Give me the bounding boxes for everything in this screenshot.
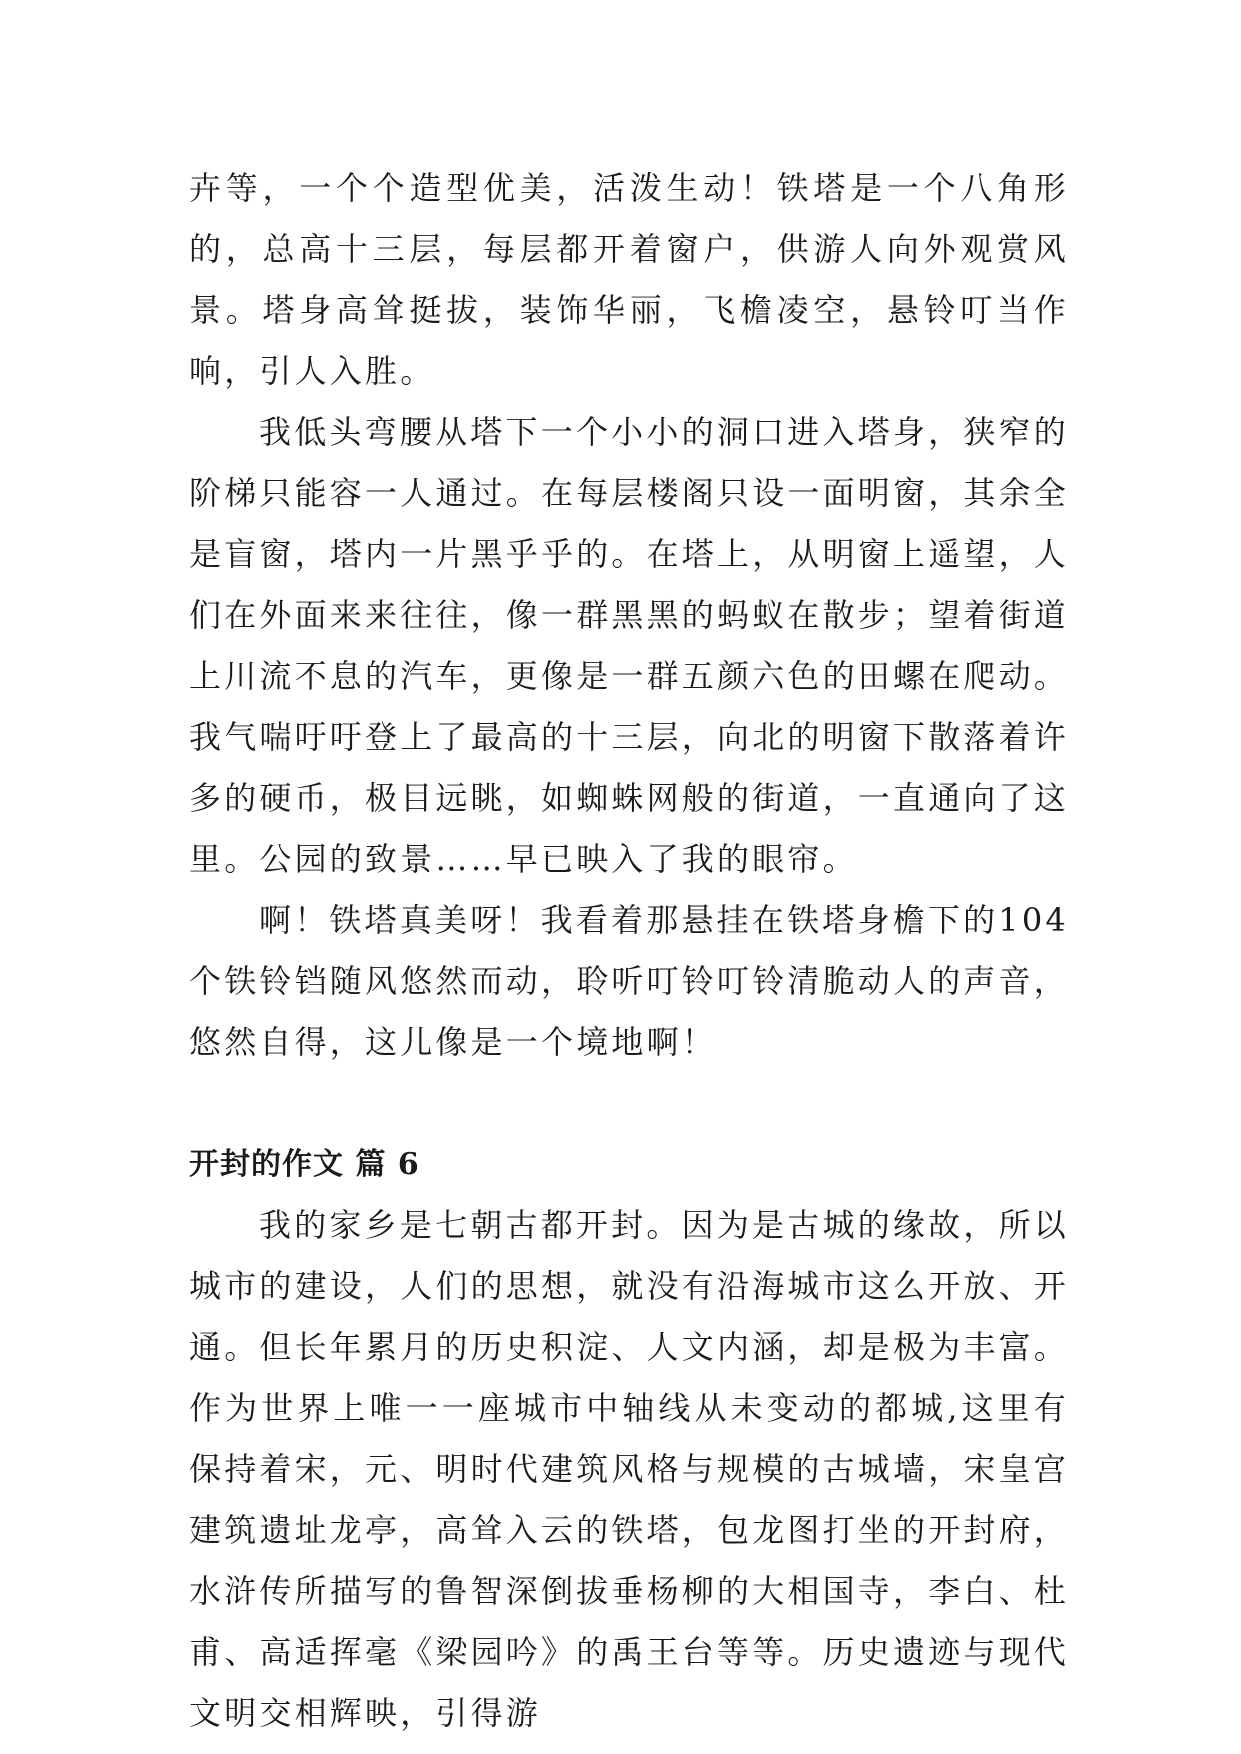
paragraph-tower-bells: 啊！铁塔真美呀！我看着那悬挂在铁塔身檐下的104个铁铃铛随风悠然而动，聆听叮铃叮铃清脆动人的声音，悠然自得，这儿像是一个境地啊！	[189, 901, 1070, 1061]
document-page	[189, 158, 1069, 1744]
paragraph-tower-climb: 我低头弯腰从塔下一个小小的洞口进入塔身，狭窄的阶梯只能容一人通过。在每层楼阁只设一面明窗，其余全是盲窗，塔内一片黑乎乎的。在塔上，从明窗上遥望，人们在外面来来往往，像一群黑黑的蚂蚁在散步；望着街道上川流不息的汽车，更像是一群五颜六色的田螺在爬动。我气喘吁吁登上了最高的十三层，向北的明窗下散落着许多的硬币，极目远眺，如蜘蛛网般的街道，一直通向了这里。公园的致景……早已映入了我的眼帘。	[189, 413, 1070, 878]
paragraph-hometown: 我的家乡是七朝古都开封。因为是古城的缘故，所以城市的建设，人们的思想，就没有沿海城市这么开放、开通。但长年累月的历史积淀、人文内涵，却是极为丰富。作为世界上唯一一座城市中轴线从未变动的都城,这里有保持着宋，元、明时代建筑风格与规模的古城墙，宋皇宫建筑遗址龙亭，高耸入云的铁塔，包龙图打坐的开封府，水浒传所描写的鲁智深倒拔垂杨柳的大相国寺，李白、杜甫、高适挥毫《梁园吟》的禹王台等等。历史遗迹与现代文明交相辉映，引得游	[189, 1206, 1070, 1732]
paragraph-tower-exterior: 卉等，一个个造型优美，活泼生动！铁塔是一个八角形的，总高十三层，每层都开着窗户，供游人向外观赏风景。塔身高耸挺拔，装饰华丽，飞檐凌空，悬铃叮当作响，引人入胜。	[189, 169, 1069, 390]
section-heading: 开封的作文 篇 6	[189, 1147, 420, 1182]
